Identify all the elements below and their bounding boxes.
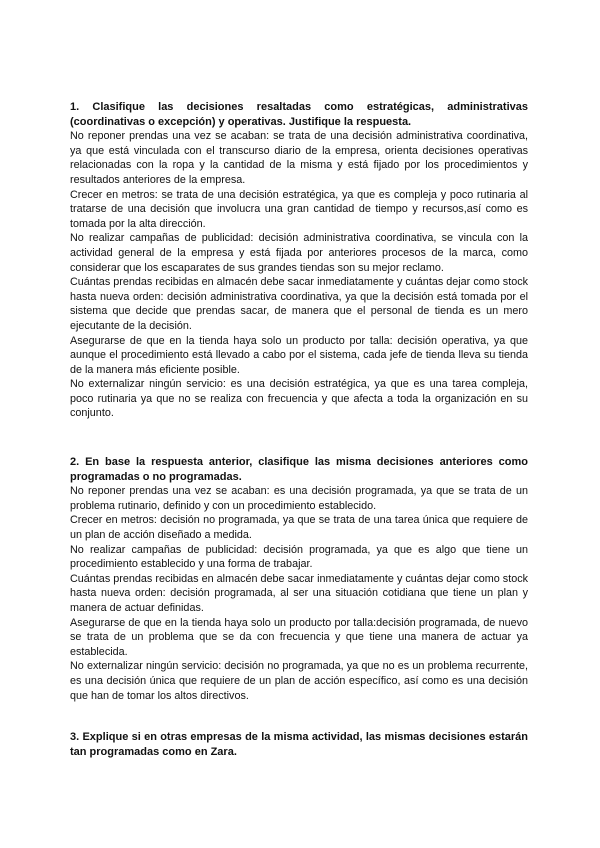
section-question-1 xyxy=(70,100,528,421)
answer-paragraph: Crecer en metros: se trata de una decisión estratégica, ya que es compleja y poco rutinaria al tratarse de una decisión que involucra una gran cantidad de tiempo y recursos,así como es tomada por la alta dirección. xyxy=(70,188,528,230)
section-question-3 xyxy=(70,730,528,759)
answer-paragraph: No externalizar ningún servicio: decisión no programada, ya que no es un problema recurrente, es una decisión única que requiere de un plan de acción específico, así como es una decisión que han de tomar los altos directivos. xyxy=(70,660,528,702)
section-question-2 xyxy=(70,455,528,703)
answer-paragraph: Asegurarse de que en la tienda haya solo un producto por talla: decisión operativa, ya que aunque el procedimiento está llevado a cabo por el sistema, cada jefe de tienda lleva su tienda de la manera más eficiente posible. xyxy=(70,334,528,376)
answer-paragraph: No externalizar ningún servicio: es una decisión estratégica, ya que es una tarea compleja, poco rutinaria ya que no se realiza con frecuencia y que afecta a toda la organización en su conjunto. xyxy=(70,378,528,420)
answer-paragraph: No reponer prendas una vez se acaban: se trata de una decisión administrativa coordinativa, ya que está vinculada con el transcurso diario de la empresa, orienta decisiones operativas relacionadas con la ropa y la cantidad de la misma y está fijado por los procedimientos y resultados anteriores de la empresa. xyxy=(70,130,528,186)
answer-paragraph: No realizar campañas de publicidad: decisión programada, ya que es algo que tiene un procedimiento establecido y una forma de trabajar. xyxy=(70,543,528,571)
answer-paragraph: Crecer en metros: decisión no programada, ya que se trata de una tarea única que requiere de un plan de acción diseñado a medida. xyxy=(70,514,528,541)
answer-paragraph: Cuántas prendas recibidas en almacén debe sacar inmediatamente y cuántas dejar como stock hasta nueva orden: decisión programada, al ser una situación cotidiana que tiene un plan y manera de actuar definidas. xyxy=(70,572,528,614)
answer-paragraph: Cuántas prendas recibidas en almacén debe sacar inmediatamente y cuántas dejar como stock hasta nueva orden: decisión administrativa coordinativa, ya que la decisión está tomada por el sistema que decide que prendas sacar, de manera que el personal de tienda es un mero ejecutante de la decisión. xyxy=(70,276,528,332)
question-3-heading: 3. Explique si en otras empresas de la misma actividad, las mismas decisiones estarán tan programadas como en Zara. xyxy=(70,731,528,758)
answer-paragraph: Asegurarse de que en la tienda haya solo un producto por talla:decisión programada, de nuevo se trata de un problema que se da con frecuencia y que tiene una manera de actuar ya establecida. xyxy=(70,616,528,658)
question-2-heading: 2. En base la respuesta anterior, clasifique las misma decisiones anteriores como programadas o no programadas. xyxy=(70,456,528,483)
question-1-heading: 1. Clasifique las decisiones resaltadas como estratégicas, administrativas (coordinativas o excepción) y operativas. Justifique la respuesta. xyxy=(70,101,528,128)
answer-paragraph: No reponer prendas una vez se acaban: es una decisión programada, ya que se trata de un problema rutinario, definido y con un procedimiento establecido. xyxy=(70,485,528,512)
answer-paragraph: No realizar campañas de publicidad: decisión administrativa coordinativa, se vincula con la actividad general de la empresa y está fijada por anteriores procesos de la marca, como considerar que los escaparates de sus grandes tiendas son su mejor reclamo. xyxy=(70,232,528,274)
